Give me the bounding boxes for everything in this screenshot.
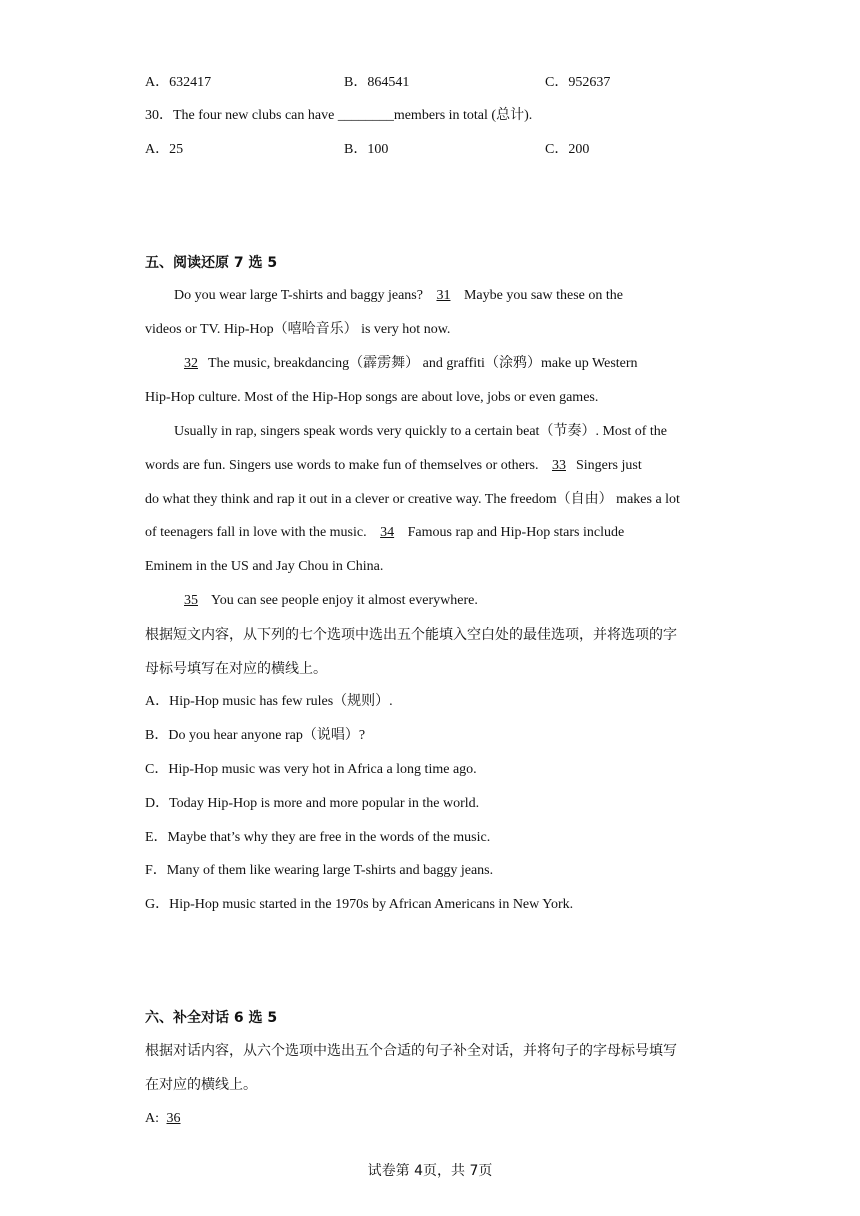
blank-35[interactable]: 35 [184,593,198,608]
choice-option-g: G．Hip-Hop music started in the 1970s by African Americans in New York. [145,897,574,912]
passage-line: Usually in rap, singers speak words very quickly to a certain beat（节奏）. Most of the [174,424,668,439]
choice-option-e: E．Maybe that’s why they are free in the words of the music. [145,830,491,845]
passage-line: do what they think and rap it out in a clever or creative way. The freedom（自由） makes a lot [145,492,680,507]
dialogue-line [145,1109,185,1129]
q29-option-b: B．864541 [344,75,410,90]
passage-line [174,591,478,611]
passage-text: of teenagers fall in love with the music. [145,525,371,540]
choice-option-b: B．Do you hear anyone rap（说唱）? [145,728,366,743]
passage-line [174,286,623,306]
page-footer: 试卷第 4页，共 7页 [367,1163,493,1179]
q30-stem: 30．The four new clubs can have ________members in total (总计). [145,108,533,123]
q30-option-b: B．100 [344,142,389,157]
passage-text: The music, breakdancing（霹雳舞） and graffiti（涂鸦）make up Western [208,356,638,371]
section6-instruction: 根据对话内容，从六个选项中选出五个合适的句子补全对话，并将句子的字母标号填写 [145,1043,677,1059]
passage-line: videos or TV. Hip-Hop（嘻哈音乐） is very hot now. [145,322,451,337]
passage-line [174,354,638,374]
blank-34[interactable]: 34 [380,525,395,540]
passage-text: Famous rap and Hip-Hop stars include [404,525,625,540]
choice-option-f: F．Many of them like wearing large T-shirts and baggy jeans. [145,863,494,878]
passage-text: words are fun. Singers use words to make fun of themselves or others. [145,458,542,473]
passage-line [145,456,642,476]
choice-option-a: A．Hip-Hop music has few rules（规则）. [145,694,393,709]
passage-text: Singers just [575,458,642,473]
q29-option-a: A．632417 [145,75,212,90]
passage-text: Maybe you saw these on the [460,288,623,303]
blank-36[interactable]: 36 [166,1111,181,1126]
section6-instruction: 在对应的横线上。 [145,1077,257,1093]
q30-option-c: C．200 [545,142,590,157]
q30-option-a: A．25 [145,142,184,157]
blank-32[interactable]: 32 [184,356,198,371]
section6-heading: 六、补全对话 6 选 5 [145,1010,278,1026]
section5-heading: 五、阅读还原 7 选 5 [145,255,278,271]
choice-option-c: C．Hip-Hop music was very hot in Africa a long time ago. [145,762,477,777]
blank-33[interactable]: 33 [551,458,566,473]
passage-line [145,523,624,543]
section5-instruction: 母标号填写在对应的横线上。 [145,661,327,677]
passage-text: Do you wear large T-shirts and baggy jeans? [174,288,427,303]
section5-instruction: 根据短文内容，从下列的七个选项中选出五个能填入空白处的最佳选项，并将选项的字 [145,627,677,643]
speaker-label: A: [145,1111,163,1126]
choice-option-d: D．Today Hip-Hop is more and more popular in the world. [145,796,480,811]
passage-text: You can see people enjoy it almost everywhere. [208,593,478,608]
passage-line: Eminem in the US and Jay Chou in China. [145,559,384,574]
q29-option-c: C．952637 [545,75,611,90]
passage-line: Hip-Hop culture. Most of the Hip-Hop songs are about love, jobs or even games. [145,390,599,405]
blank-31[interactable]: 31 [436,288,451,303]
